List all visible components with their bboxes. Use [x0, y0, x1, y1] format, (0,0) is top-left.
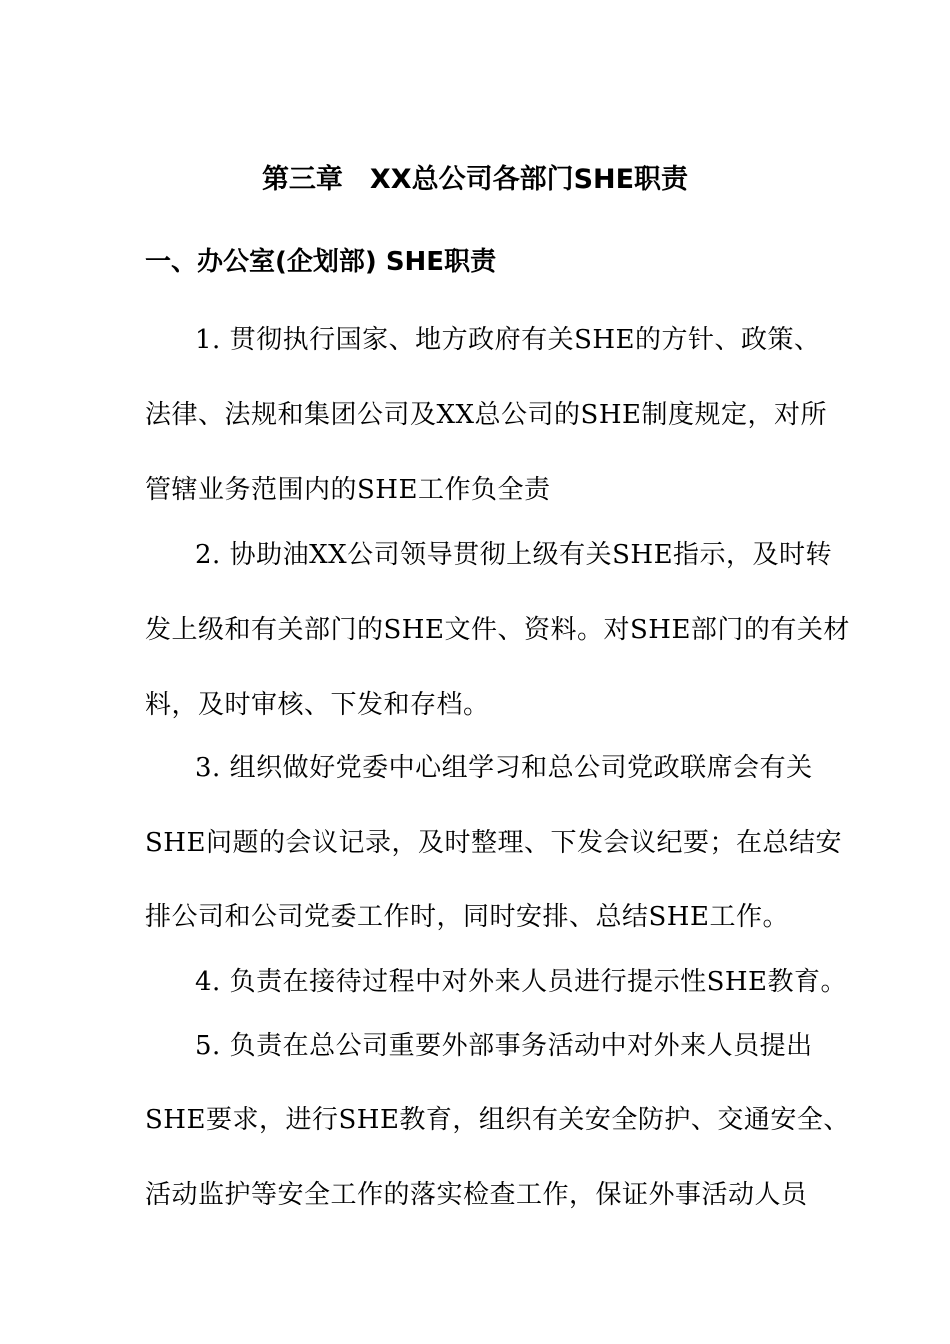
- paragraph-line: 排公司和公司党委工作时，同时安排、总结SHE工作。: [145, 902, 789, 932]
- paragraph-line: 法律、法规和集团公司及XX总公司的SHE制度规定，对所: [145, 400, 827, 430]
- paragraph-line: 4. 负责在接待过程中对外来人员进行提示性SHE教育。: [195, 967, 848, 997]
- paragraph-line: 发上级和有关部门的SHE文件、资料。对SHE部门的有关材: [145, 615, 850, 645]
- paragraph-line: SHE问题的会议记录，及时整理、下发会议纪要；在总结安: [145, 828, 842, 858]
- paragraph-line: 管辖业务范围内的SHE工作负全责: [145, 475, 551, 505]
- paragraph-line: 活动监护等安全工作的落实检查工作，保证外事活动人员: [145, 1180, 808, 1210]
- chapter-title: 第三章 XX总公司各部门SHE职责: [261, 164, 689, 195]
- paragraph-line: SHE要求，进行SHE教育，组织有关安全防护、交通安全、: [145, 1105, 850, 1135]
- paragraph-line: 3. 组织做好党委中心组学习和总公司党政联席会有关: [195, 753, 813, 783]
- section-title: 一、办公室(企划部) SHE职责: [145, 247, 497, 277]
- paragraph-line: 料，及时审核、下发和存档。: [145, 690, 490, 720]
- paragraph-line: 5. 负责在总公司重要外部事务活动中对外来人员提出: [195, 1031, 813, 1061]
- paragraph-line: 1. 贯彻执行国家、地方政府有关SHE的方针、政策、: [195, 325, 821, 355]
- paragraph-line: 2. 协助油XX公司领导贯彻上级有关SHE指示，及时转: [195, 540, 833, 570]
